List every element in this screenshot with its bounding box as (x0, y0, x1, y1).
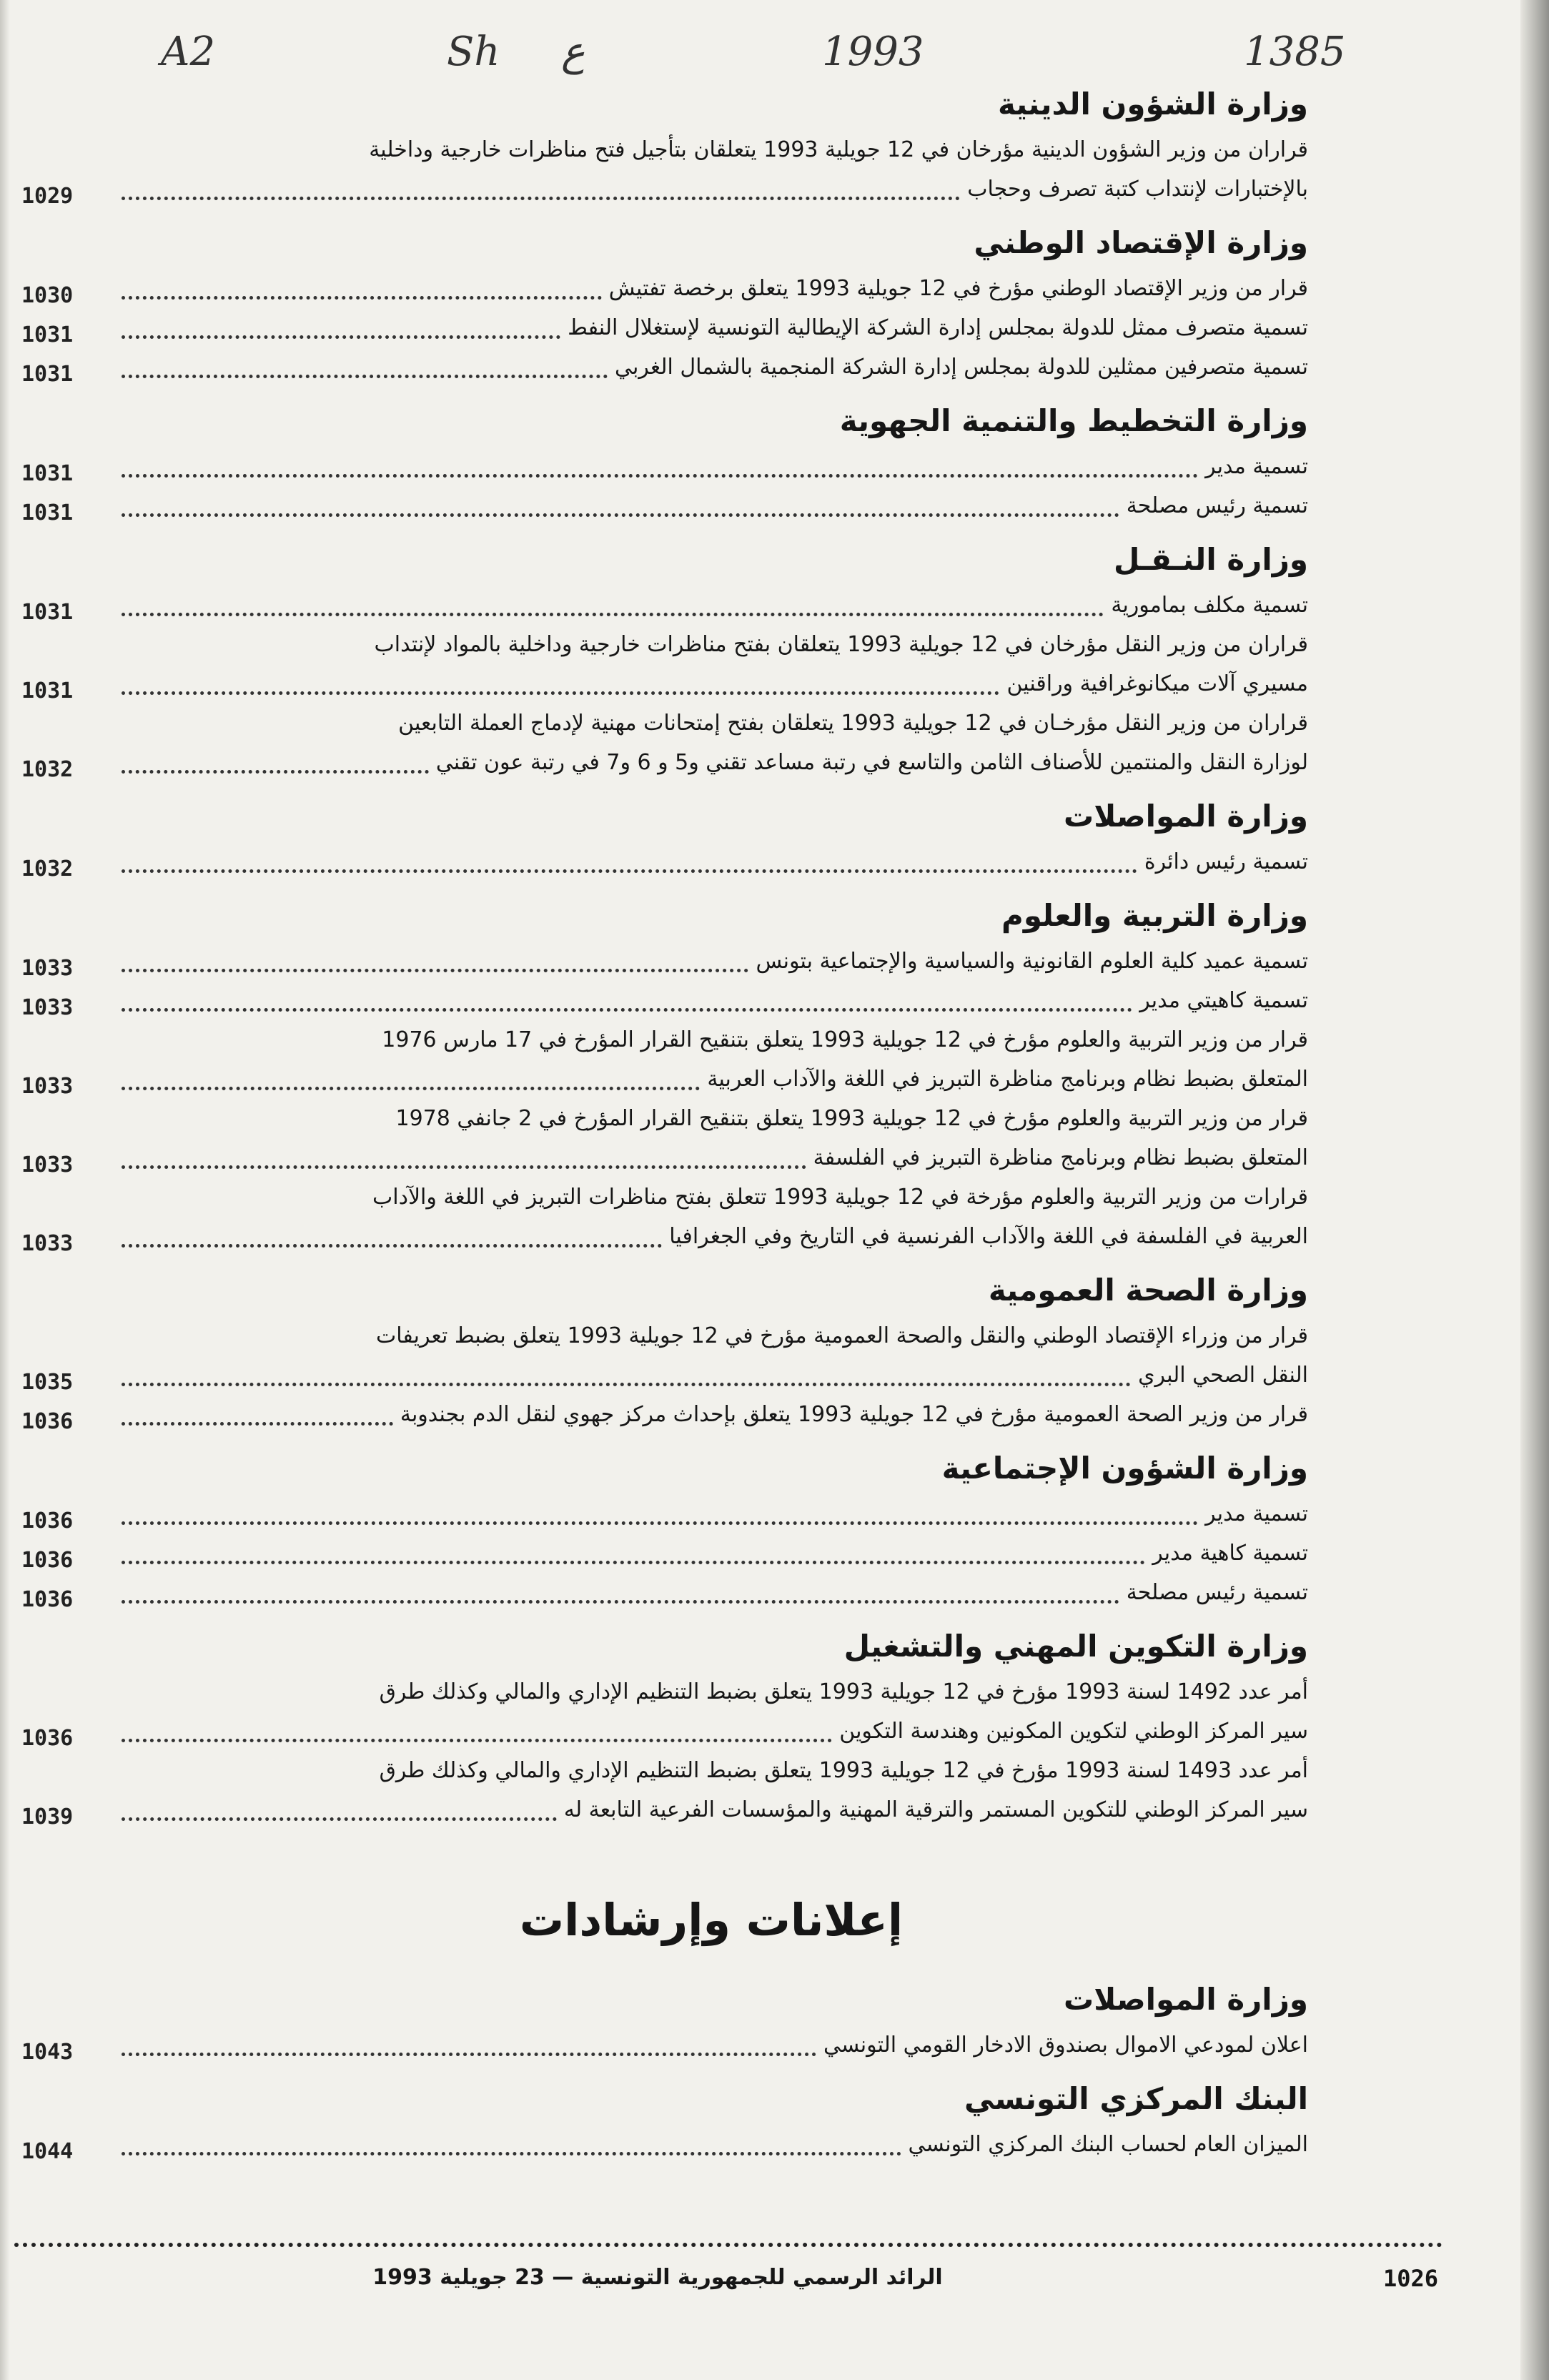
footer-rule (14, 2243, 1442, 2247)
entry-line-text: قرار من وزير التربية والعلوم مؤرخ في 12 جويلية 1993 يتعلق بتنقيح القرار المؤرخ في 2 جانفي 1978 (395, 1106, 1308, 1131)
handwritten-note: Sh (447, 29, 500, 75)
dot-leader (122, 1075, 700, 1090)
contents-entry (21, 130, 1308, 209)
entry-line (114, 308, 1308, 347)
entry-title (114, 347, 1308, 387)
entry-title (114, 1316, 1308, 1395)
dot-leader (122, 502, 1119, 517)
entry-title (114, 269, 1308, 308)
entry-line (114, 664, 1308, 703)
dot-leader (122, 1806, 557, 1821)
entry-line-text: قراران من وزير النقل مؤرخـان في 12 جويلية 1993 يتعلقان بفتح إمتحانات مهنية لإدماج العملة التابعين (398, 711, 1308, 736)
contents-entry (21, 1751, 1308, 1830)
entry-page-number: 1031 (21, 322, 74, 347)
scan-right-edge (1520, 0, 1549, 2380)
entry-page-number: 1031 (21, 362, 74, 387)
ministry-heading: وزارة الشؤون الإجتماعية (941, 1451, 1308, 1486)
ministry-heading: البنك المركزي التونسي (964, 2081, 1308, 2116)
dot-leader (122, 185, 960, 200)
entry-line (114, 347, 1308, 387)
entry-line (114, 1138, 1308, 1177)
entry-title (114, 625, 1308, 703)
dot-leader (122, 1411, 393, 1426)
entry-line (114, 1060, 1308, 1099)
entry-line (114, 1573, 1308, 1612)
entry-line-text: المتعلق بضبط نظام وبرنامج مناظرة التبريز في اللغة والآداب العربية (707, 1067, 1308, 1092)
contents-entry (21, 486, 1308, 525)
contents-entry (21, 586, 1308, 625)
entry-line (114, 1177, 1308, 1217)
entry-title (114, 2125, 1308, 2164)
contents-entry (21, 942, 1308, 981)
entry-line (114, 1395, 1308, 1434)
ministry-heading: وزارة التربية والعلوم (1001, 898, 1308, 933)
entry-page-number: 1036 (21, 1587, 74, 1612)
contents-entry (21, 1177, 1308, 1256)
entry-line (114, 1751, 1308, 1790)
entry-line (114, 2125, 1308, 2164)
ministry-heading: وزارة التكوين المهني والتشغيل (843, 1629, 1308, 1664)
entry-line-text: الميزان العام لحساب البنك المركزي التونسي (908, 2132, 1308, 2157)
dot-leader (122, 1233, 662, 1248)
entry-title (114, 703, 1308, 782)
entry-page-number: 1032 (21, 856, 74, 882)
footer-publication-title: الرائد الرسمي للجمهورية التونسية — 23 جويلية 1993 (372, 2265, 943, 2290)
contents-entry (21, 447, 1308, 486)
entry-page-number: 1031 (21, 461, 74, 486)
handwritten-note: 1993 (822, 29, 924, 75)
entry-line (114, 1672, 1308, 1712)
entry-line-text: قرار من وزراء الإقتصاد الوطني والنقل والصحة العمومية مؤرخ في 12 جويلية 1993 يتعلق بضبط تعريفات (376, 1323, 1308, 1348)
dot-leader (122, 759, 429, 774)
entry-page-number: 1032 (21, 757, 74, 782)
entry-line (114, 1217, 1308, 1256)
dot-leader (122, 1727, 832, 1742)
entry-page-number: 1031 (21, 600, 74, 625)
ministry-heading: وزارة الشؤون الدينية (997, 87, 1308, 122)
dot-leader (122, 1510, 1198, 1525)
entry-line-text: تسمية كاهية مدير (1152, 1541, 1308, 1566)
entry-line-text: اعلان لمودعي الاموال بصندوق الادخار القومي التونسي (823, 2033, 1308, 2058)
dot-leader (122, 363, 608, 378)
contents-entry (21, 2025, 1308, 2065)
contents-entry (21, 1316, 1308, 1395)
entry-line (114, 942, 1308, 981)
footer-page-number: 1026 (1383, 2265, 1439, 2292)
entry-line (114, 1316, 1308, 1356)
entry-line (114, 1790, 1308, 1830)
handwritten-note: 1385 (1244, 29, 1346, 75)
entry-line-text: النقل الصحي البري (1138, 1363, 1308, 1388)
entry-line-text: قراران من وزير النقل مؤرخان في 12 جويلية 1993 يتعلقان بفتح مناظرات خارجية وداخلية بالمواد لإنتداب (374, 632, 1308, 657)
contents-entry (21, 1534, 1308, 1573)
contents-entry (21, 269, 1308, 308)
entry-title (114, 1177, 1308, 1256)
entry-title (114, 981, 1308, 1020)
dot-leader (122, 858, 1137, 873)
dot-leader (122, 1549, 1145, 1564)
entry-page-number: 1029 (21, 184, 74, 209)
entry-title (114, 130, 1308, 209)
entry-line-text: تسمية كاهيتي مدير (1139, 988, 1308, 1013)
entry-line-text: سير المركز الوطني للتكوين المستمر والترقية المهنية والمؤسسات الفرعية التابعة له (563, 1797, 1308, 1822)
entry-line (114, 586, 1308, 625)
entry-line-text: قرار من وزير الإقتصاد الوطني مؤرخ في 12 جويلية 1993 يتعلق برخصة تفتيش (608, 276, 1308, 301)
entry-line-text: قراران من وزير الشؤون الدينية مؤرخان في 12 جويلية 1993 يتعلقان بتأجيل فتح مناظرات خارجية وداخلية (369, 137, 1308, 162)
contents-entry (21, 981, 1308, 1020)
entry-title (114, 447, 1308, 486)
contents-entry (21, 625, 1308, 703)
dot-leader (122, 1371, 1131, 1386)
contents-entry (21, 347, 1308, 387)
contents-entry (21, 703, 1308, 782)
entry-line-text: العربية في الفلسفة في اللغة والآداب الفرنسية في التاريخ وفي الجغرافيا (669, 1224, 1308, 1249)
entry-line-text: تسمية متصرفين ممثلين للدولة بمجلس إدارة الشركة المنجمية بالشمال الغربي (614, 355, 1308, 380)
contents-entry (21, 1672, 1308, 1751)
entry-line-text: تسمية رئيس دائرة (1144, 849, 1308, 874)
entry-line-text: أمر عدد 1492 لسنة 1993 مؤرخ في 12 جويلية 1993 يتعلق بضبط التنظيم الإداري والمالي وكذلك طرق (379, 1679, 1308, 1704)
entry-line-text: قرارات من وزير التربية والعلوم مؤرخة في 12 جويلية 1993 تتعلق بفتح مناظرات التبريز في اللغة والآداب (372, 1185, 1308, 1210)
entry-title (114, 1751, 1308, 1830)
announcements-heading: إعلانات وإرشادات (519, 1894, 904, 1946)
entry-line-text: تسمية متصرف ممثل للدولة بمجلس إدارة الشركة الإيطالية التونسية لإستغلال النفط (568, 315, 1308, 340)
ministry-heading: وزارة الإقتصاد الوطني (974, 225, 1308, 260)
entry-line-text: لوزارة النقل والمنتمين للأصناف الثامن والتاسع في رتبة مساعد تقني و5 و 6 و7 في رتبة عون تقني (435, 750, 1308, 775)
entry-line (114, 625, 1308, 664)
entry-title (114, 1573, 1308, 1612)
entry-line (114, 1099, 1308, 1138)
entry-line-text: تسمية رئيس مصلحة (1126, 493, 1308, 518)
table-of-contents (21, 79, 1308, 2173)
ministry-heading: وزارة الصحة العمومية (988, 1273, 1308, 1308)
contents-entry (21, 2125, 1308, 2164)
dot-leader (122, 324, 560, 339)
entry-line-text: مسيري آلات ميكانوغرافية وراقنين (1006, 671, 1308, 696)
entry-title (114, 1534, 1308, 1573)
entry-title (114, 308, 1308, 347)
dot-leader (122, 997, 1132, 1012)
contents-entry (21, 1573, 1308, 1612)
ministry-heading: وزارة النـقـل (1113, 542, 1308, 577)
dot-leader (122, 2140, 901, 2156)
dot-leader (122, 285, 602, 300)
dot-leader (122, 601, 1104, 616)
entry-line-text: قرار من وزير التربية والعلوم مؤرخ في 12 جويلية 1993 يتعلق بتنقيح القرار المؤرخ في 17 مارس 1976 (382, 1027, 1308, 1052)
entry-page-number: 1036 (21, 1726, 74, 1751)
entry-page-number: 1036 (21, 1409, 74, 1434)
entry-line (114, 130, 1308, 169)
entry-title (114, 486, 1308, 525)
ministry-heading: وزارة المواصلات (1063, 1982, 1308, 2017)
entry-title (114, 1672, 1308, 1751)
entry-title (114, 1494, 1308, 1534)
entry-page-number: 1033 (21, 1152, 74, 1177)
contents-entry (21, 842, 1308, 882)
entry-page-number: 1031 (21, 500, 74, 525)
entry-page-number: 1033 (21, 1231, 74, 1256)
entry-page-number: 1039 (21, 1804, 74, 1830)
entry-page-number: 1033 (21, 995, 74, 1020)
entry-line-text: تسمية مدير (1205, 1501, 1308, 1526)
contents-entry (21, 1494, 1308, 1534)
entry-line (114, 486, 1308, 525)
dot-leader (122, 680, 999, 695)
ministry-heading: وزارة التخطيط والتنمية الجهوية (839, 403, 1308, 438)
contents-entry (21, 1395, 1308, 1434)
entry-title (114, 1395, 1308, 1434)
handwritten-note: ع (561, 29, 585, 75)
entry-line-text: سير المركز الوطني لتكوين المكونين وهندسة التكوين (839, 1719, 1308, 1744)
dot-leader (122, 463, 1198, 478)
entry-page-number: 1035 (21, 1370, 74, 1395)
entry-line (114, 981, 1308, 1020)
entry-line-text: تسمية مكلف بمامورية (1111, 593, 1308, 618)
entry-line-text: تسمية مدير (1205, 454, 1308, 479)
entry-line (114, 2025, 1308, 2065)
entry-title (114, 1099, 1308, 1177)
scan-left-shadow (0, 0, 10, 2380)
entry-line (114, 842, 1308, 882)
entry-line (114, 269, 1308, 308)
entry-title (114, 2025, 1308, 2065)
entry-page-number: 1033 (21, 956, 74, 981)
entry-line (114, 1020, 1308, 1060)
entry-line-text: تسمية عميد كلية العلوم القانونية والسياسية والإجتماعية بتونس (756, 949, 1308, 974)
entry-line-text: بالإختبارات لإنتداب كتبة تصرف وحجاب (967, 177, 1308, 202)
dot-leader (122, 1589, 1119, 1604)
entry-line (114, 1356, 1308, 1395)
handwritten-note: A2 (161, 29, 216, 75)
contents-entry (21, 1020, 1308, 1099)
entry-line (114, 1534, 1308, 1573)
entry-line-text: تسمية رئيس مصلحة (1126, 1580, 1308, 1605)
entry-line (114, 743, 1308, 782)
entry-page-number: 1031 (21, 678, 74, 703)
entry-title (114, 842, 1308, 882)
entry-line (114, 169, 1308, 209)
entry-line (114, 1494, 1308, 1534)
entry-title (114, 586, 1308, 625)
entry-line (114, 447, 1308, 486)
entry-line-text: المتعلق بضبط نظام وبرنامج مناظرة التبريز في الفلسفة (813, 1145, 1308, 1170)
entry-title (114, 1020, 1308, 1099)
entry-title (114, 942, 1308, 981)
entry-page-number: 1043 (21, 2040, 74, 2065)
dot-leader (122, 2041, 816, 2056)
entry-line-text: أمر عدد 1493 لسنة 1993 مؤرخ في 12 جويلية 1993 يتعلق بضبط التنظيم الإداري والمالي وكذلك طرق (379, 1758, 1308, 1783)
entry-page-number: 1044 (21, 2139, 74, 2164)
dot-leader (122, 957, 748, 972)
contents-entry (21, 308, 1308, 347)
dot-leader (122, 1154, 806, 1169)
entry-page-number: 1036 (21, 1548, 74, 1573)
ministry-heading: وزارة المواصلات (1063, 799, 1308, 834)
entry-page-number: 1033 (21, 1074, 74, 1099)
entry-line-text: قرار من وزير الصحة العمومية مؤرخ في 12 جويلية 1993 يتعلق بإحداث مركز جهوي لنقل الدم بجندوبة (400, 1402, 1308, 1427)
entry-line (114, 703, 1308, 743)
entry-page-number: 1036 (21, 1509, 74, 1534)
entry-line (114, 1712, 1308, 1751)
contents-entry (21, 1099, 1308, 1177)
entry-page-number: 1030 (21, 283, 74, 308)
